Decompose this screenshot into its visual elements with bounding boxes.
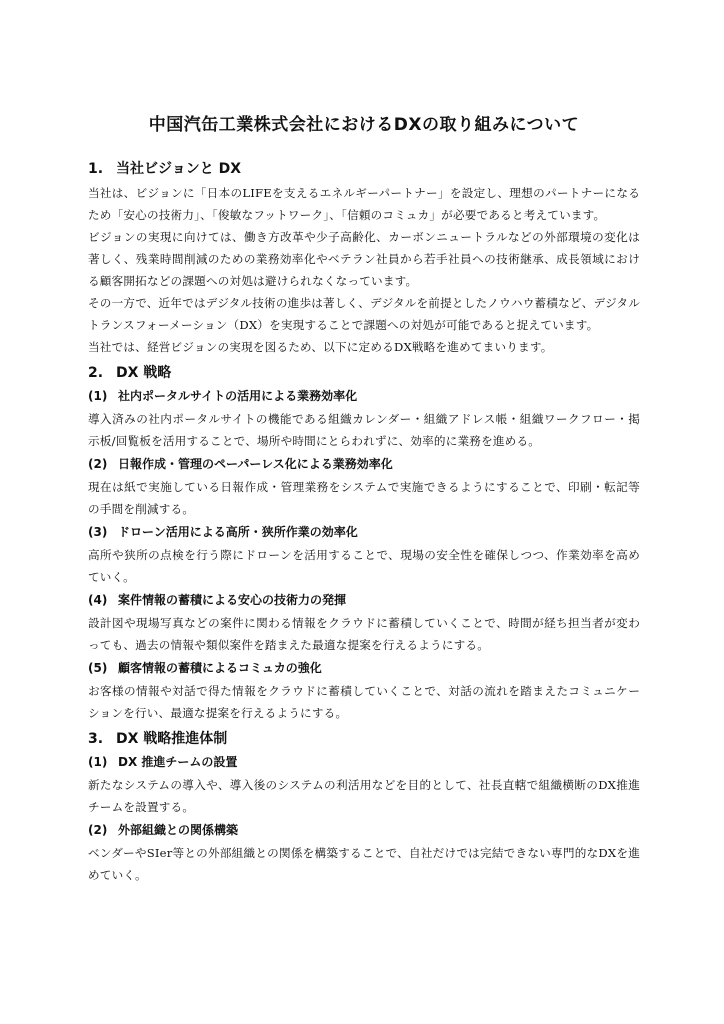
section-dx-strategy: [88, 362, 640, 724]
paragraph: 導入済みの社内ポータルサイトの機能である組織カレンダー・組織アドレス帳・組織ワークフロー・掲示板/回覧板を活用することで、場所や時間にとらわれずに、効率的に業務を進める。: [88, 412, 640, 448]
section-title: 当社ビジョンと DX: [116, 161, 242, 177]
section-heading: [88, 362, 640, 384]
paragraph: ベンダーやSIer等との外部組織との関係を構築することで、自社だけでは完結できない専門的なDXを進めていく。: [88, 846, 640, 882]
subsection-title: 案件情報の蓄積による安心の技術力の発揮: [118, 593, 347, 607]
subsection-heading: [88, 658, 640, 679]
subsection-title: ドローン活用による高所・狭所作業の効率化: [118, 525, 358, 539]
subsection-heading: [88, 454, 640, 475]
subsection-heading: [88, 590, 640, 611]
subsection-heading: [88, 820, 640, 841]
subsection-number: (1): [88, 755, 108, 769]
subsection-title: 日報作成・管理のペーパーレス化による業務効率化: [118, 457, 393, 471]
paragraph: 当社は、ビジョンに「日本のLIFEを支えるエネルギーパートナー」を設定し、理想のパートナーになるため「安心の技術力」、「俊敏なフットワーク」、「信頼のコミュカ」が必要であると考えています。: [88, 186, 640, 222]
paragraph: 新たなシステムの導入や、導入後のシステムの利活用などを目的として、社長直轄で組織横断のDX推進チームを設置する。: [88, 778, 640, 814]
document-title: 中国汽缶工業株式会社におけるDXの取り組みについて: [148, 115, 580, 135]
paragraph: 当社では、経営ビジョンの実現を図るため、以下に定めるDX戦略を進めてまいります。: [88, 340, 553, 354]
subsection-number: (2): [88, 457, 108, 471]
subsection-number: (5): [88, 661, 108, 675]
paragraph: 現在は紙で実施している日報作成・管理業務をシステムで実施できるようにすることで、印刷・転記等の手間を削減する。: [88, 480, 640, 516]
subsection-number: (4): [88, 593, 108, 607]
subsection-title: 外部組織との関係構築: [118, 823, 239, 837]
subsection-title: 顧客情報の蓄積によるコミュカの強化: [118, 661, 322, 675]
section-vision: [88, 158, 640, 358]
paragraph: お客様の情報や対話で得た情報をクラウドに蓄積していくことで、対話の流れを踏まえたコミュニケーションを行い、最適な提案を行えるようにする。: [88, 684, 640, 720]
subsection-heading: [88, 752, 640, 773]
section-heading: [88, 728, 640, 750]
subsection-title: 社内ポータルサイトの活用による業務効率化: [118, 389, 358, 403]
subsection-number: (1): [88, 389, 108, 403]
paragraph: ビジョンの実現に向けては、働き方改革や少子高齢化、カーボンニュートラルなどの外部環境の変化は著しく、残業時間削減のための業務効率化やベテラン社員から若手社員への技術継承、成長領域における顧客開拓などの課題への対処は避けられなくなっています。: [88, 230, 640, 288]
section-number: 2.: [88, 365, 104, 381]
subsection-heading: [88, 386, 640, 407]
paragraph: その一方で、近年ではデジタル技術の進歩は著しく、デジタルを前提としたノウハウ蓄積など、デジタルトランスフォーメーション（DX）を実現することで課題への対処が可能であると捉えています。: [88, 296, 640, 332]
section-number: 3.: [88, 731, 104, 747]
paragraph: 高所や狭所の点検を行う際にドローンを活用することで、現場の安全性を確保しつつ、作業効率を高めていく。: [88, 548, 640, 584]
subsection-heading: [88, 522, 640, 543]
section-dx-promotion: [88, 728, 640, 886]
section-title: DX 戦略: [116, 365, 172, 381]
subsection-number: (2): [88, 823, 108, 837]
subsection-title: DX 推進チームの設置: [118, 755, 238, 769]
section-title: DX 戦略推進体制: [116, 731, 228, 747]
subsection-number: (3): [88, 525, 108, 539]
paragraph: 設計図や現場写真などの案件に関わる情報をクラウドに蓄積していくことで、時間が経ち担当者が変わっても、過去の情報や類似案件を踏まえた最適な提案を行えるようにする。: [88, 616, 640, 652]
section-heading: [88, 158, 640, 180]
document-page: [88, 112, 640, 886]
section-number: 1.: [88, 161, 104, 177]
